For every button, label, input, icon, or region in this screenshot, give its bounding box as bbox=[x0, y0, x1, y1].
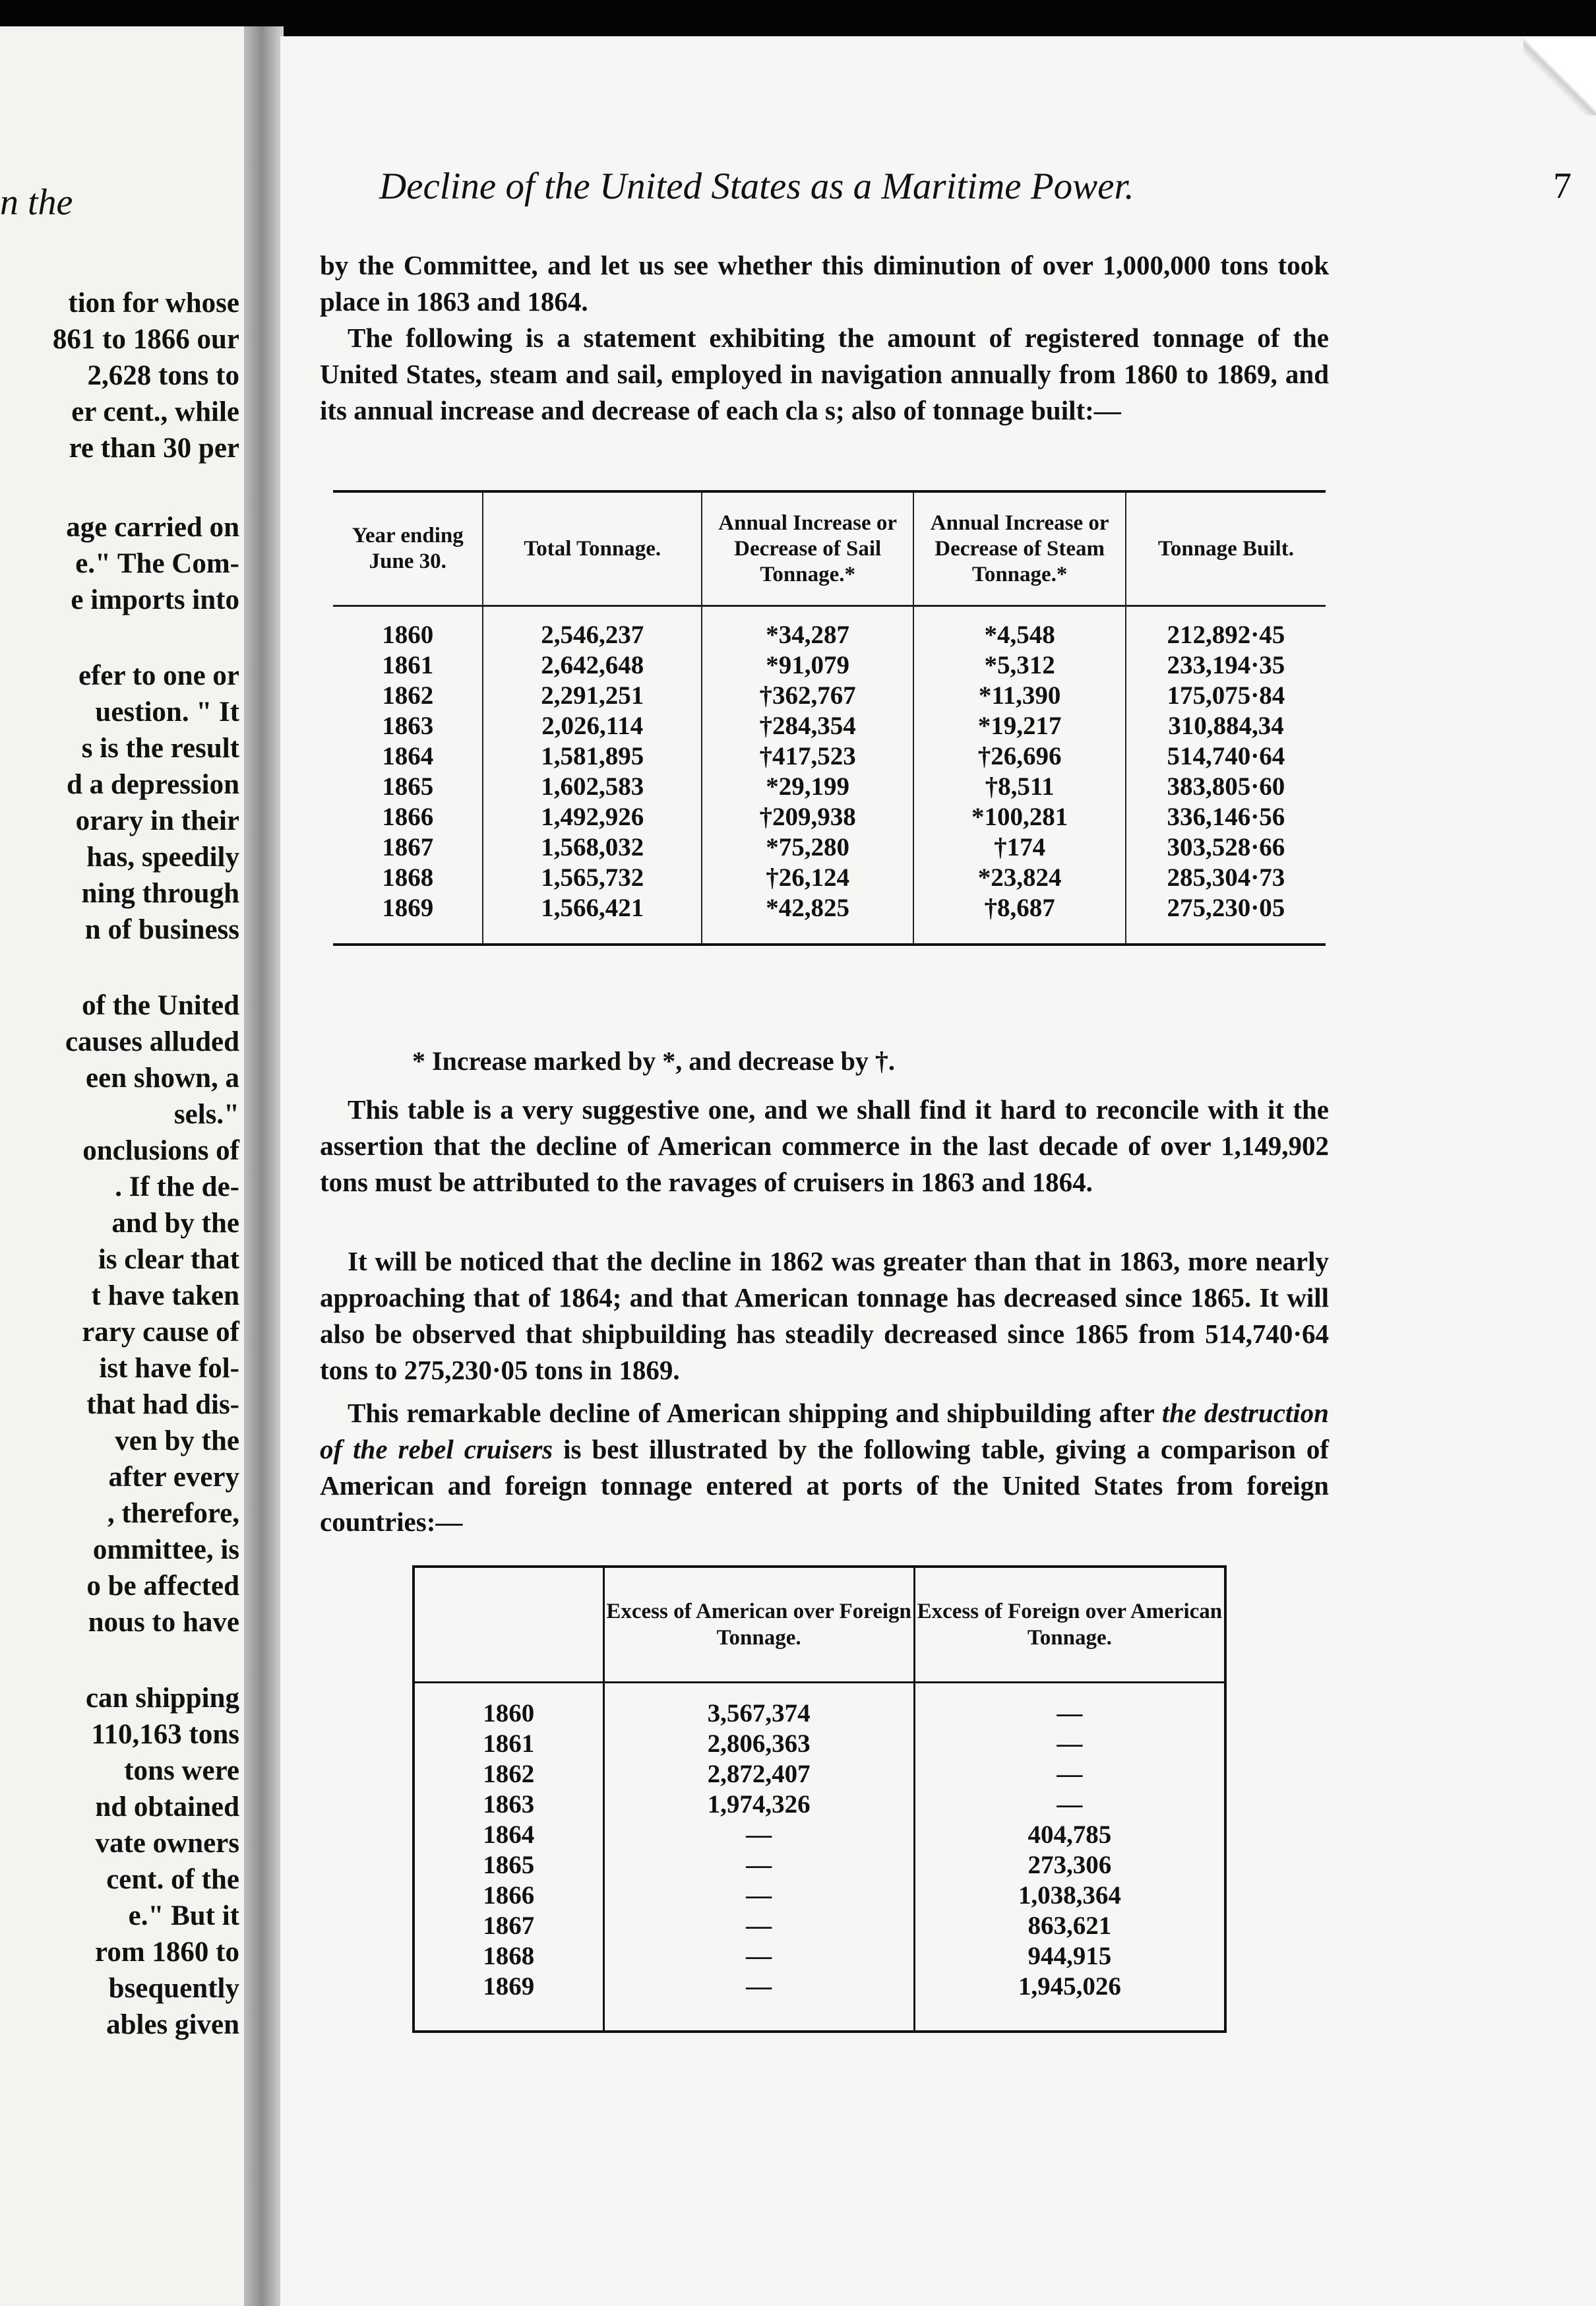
left-page-line: efer to one or bbox=[78, 660, 239, 691]
left-page-line: nous to have bbox=[88, 1607, 239, 1638]
left-page-line: er cent., while bbox=[71, 396, 239, 427]
left-page-line: causes alluded bbox=[65, 1026, 239, 1057]
paragraph-5-text-a: This remarkable decline of American shipping and shipbuilding after bbox=[348, 1398, 1162, 1428]
left-page-line: age carried on bbox=[66, 512, 239, 543]
left-page-line: ist have fol- bbox=[99, 1353, 239, 1384]
left-page-line: e." The Com- bbox=[75, 548, 239, 579]
tonnage-built-column: 212,892·45 233,194·35 175,075·84 310,884,34 514,740·64 383,805·60 336,146·56 303,528·66 285,304·73 275,230·05 bbox=[1126, 620, 1326, 923]
left-page-line: nd obtained bbox=[95, 1792, 239, 1823]
col-header-built: Tonnage Built. bbox=[1126, 491, 1326, 606]
left-page-line: , therefore, bbox=[107, 1498, 239, 1529]
table-body-row bbox=[333, 620, 1326, 923]
total-tonnage-column: 2,546,237 2,642,648 2,291,251 2,026,114 1,581,895 1,602,583 1,492,926 1,568,032 1,565,732 1,566,421 bbox=[483, 620, 701, 923]
paragraph-5 bbox=[320, 1395, 1329, 1540]
year-column: 1860 1861 1862 1863 1864 1865 1866 1867 1868 1869 bbox=[382, 621, 434, 922]
col2-header-year bbox=[414, 1567, 603, 1683]
left-page-line: after every bbox=[108, 1462, 239, 1493]
left-page-line: orary in their bbox=[75, 805, 239, 836]
left-page-line: n of business bbox=[84, 914, 239, 945]
left-page-line: ven by the bbox=[115, 1425, 239, 1456]
left-page-line: 110,163 tons bbox=[91, 1719, 239, 1750]
table2-header-row bbox=[414, 1567, 1225, 1683]
col-header-total: Total Tonnage. bbox=[483, 491, 701, 606]
paragraph-4: It will be noticed that the decline in 1862 was greater than that in 1863, more nearly approaching that of 1864; and that American tonnage has decreased since 1865. It will also be observed that shipbuilding has steadily decreased since 1865 from 514,740·64 tons to 275,230·05 tons in 1869. bbox=[320, 1246, 1329, 1385]
paragraph-5-text-b: is best illustrated by the following table, giving a comparison of American and foreign tonnage entered at ports of the United States from foreign countries:— bbox=[320, 1434, 1329, 1537]
page-number: 7 bbox=[1553, 166, 1572, 206]
left-page-line: uestion. " It bbox=[95, 697, 239, 728]
left-page-line: is clear that bbox=[98, 1244, 239, 1275]
left-page-line: can shipping bbox=[85, 1683, 239, 1714]
left-page-line: o be affected bbox=[86, 1571, 239, 1602]
steam-tonnage-column: *4,548 *5,312 *11,390 *19,217 †26,696 †8,511 *100,281 †174 *23,824 †8,687 bbox=[913, 620, 1125, 923]
left-page-line: re than 30 per bbox=[69, 433, 239, 464]
folded-corner bbox=[1523, 36, 1596, 115]
left-page-line: and by the bbox=[111, 1208, 239, 1239]
table-footnote: * Increase marked by *, and decrease by †. bbox=[412, 1046, 895, 1076]
registered-tonnage-table bbox=[333, 490, 1326, 946]
left-page-line: s is the result bbox=[81, 733, 239, 764]
left-page-line: 2,628 tons to bbox=[87, 360, 239, 391]
left-page-line: onclusions of bbox=[82, 1135, 239, 1166]
left-page-line: ning through bbox=[81, 878, 239, 909]
left-page-line: has, speedily bbox=[86, 842, 239, 873]
left-page-line: rary cause of bbox=[82, 1317, 239, 1348]
left-page-line: 861 to 1866 our bbox=[52, 324, 239, 355]
left-page-line: sels." bbox=[173, 1099, 239, 1130]
col2-header-american: Excess of American over Foreign Tonnage. bbox=[603, 1567, 914, 1683]
left-page-line: e imports into bbox=[71, 584, 239, 615]
col-header-sail: Annual Increase or Decrease of Sail Tonnage.* bbox=[702, 491, 913, 606]
left-page-line: een shown, a bbox=[86, 1063, 239, 1094]
left-page-line: vate owners bbox=[95, 1828, 239, 1859]
left-page-line: that had dis- bbox=[86, 1389, 239, 1420]
col-header-steam: Annual Increase or Decrease of Steam Tonnage.* bbox=[913, 491, 1125, 606]
paragraph-3: This table is a very suggestive one, and we shall find it hard to reconcile with it the assertion that the decline of American commerce in the last decade of over 1,149,902 tons must be attributed to the ravages of cruisers in 1863 and 1864. bbox=[320, 1094, 1329, 1197]
excess-american-column: 3,567,374 2,806,363 2,872,407 1,974,326 — — — — — — bbox=[603, 1698, 914, 2003]
right-page bbox=[280, 36, 1596, 2306]
left-page bbox=[0, 26, 247, 2306]
left-page-line: tons were bbox=[124, 1755, 239, 1786]
left-page-header: n the bbox=[0, 182, 73, 223]
left-page-line: t have taken bbox=[91, 1280, 239, 1311]
paragraph-intro-2: The following is a statement exhibiting the amount of registered tonnage of the United States, steam and sail, employed in navigation annually from 1860 to 1869, and its annual increase and decrease of each cla s; also of tonnage built:— bbox=[320, 323, 1329, 425]
left-page-line: tion for whose bbox=[68, 288, 239, 319]
running-head bbox=[379, 165, 1586, 208]
american-foreign-tonnage-table bbox=[412, 1565, 1227, 2033]
left-page-line: ommittee, is bbox=[92, 1534, 239, 1565]
left-page-line: ables given bbox=[106, 2009, 239, 2040]
left-page-line: of the United bbox=[82, 990, 239, 1021]
year-column-2: 1860 1861 1862 1863 1864 1865 1866 1867 1868 1869 bbox=[483, 1699, 535, 2001]
col-header-year: Year ending June 30. bbox=[352, 524, 464, 573]
table-header-row bbox=[333, 491, 1326, 606]
left-page-line: bsequently bbox=[108, 1973, 239, 2004]
col2-header-foreign: Excess of Foreign over American Tonnage. bbox=[914, 1567, 1225, 1683]
book-gutter bbox=[244, 26, 284, 2306]
running-head-title: Decline of the United States as a Maritime Power. bbox=[379, 166, 1134, 207]
left-page-line: d a depression bbox=[66, 769, 239, 800]
paragraph-5-italic: the destruction of the rebel cruisers bbox=[320, 1398, 1329, 1464]
paragraph-intro-1: by the Committee, and let us see whether this diminution of over 1,000,000 tons took place in 1863 and 1864. bbox=[320, 250, 1329, 317]
left-page-line: e." But it bbox=[128, 1900, 239, 1931]
table2-body-row bbox=[414, 1698, 1225, 2003]
left-page-line: rom 1860 to bbox=[95, 1937, 239, 1968]
excess-foreign-column: — — — — 404,785 273,306 1,038,364 863,621 944,915 1,945,026 bbox=[914, 1698, 1225, 2003]
left-page-line: cent. of the bbox=[106, 1864, 239, 1895]
sail-tonnage-column: *34,287 *91,079 †362,767 †284,354 †417,523 *29,199 †209,938 *75,280 †26,124 *42,825 bbox=[702, 620, 913, 923]
left-page-line: . If the de- bbox=[115, 1171, 239, 1202]
